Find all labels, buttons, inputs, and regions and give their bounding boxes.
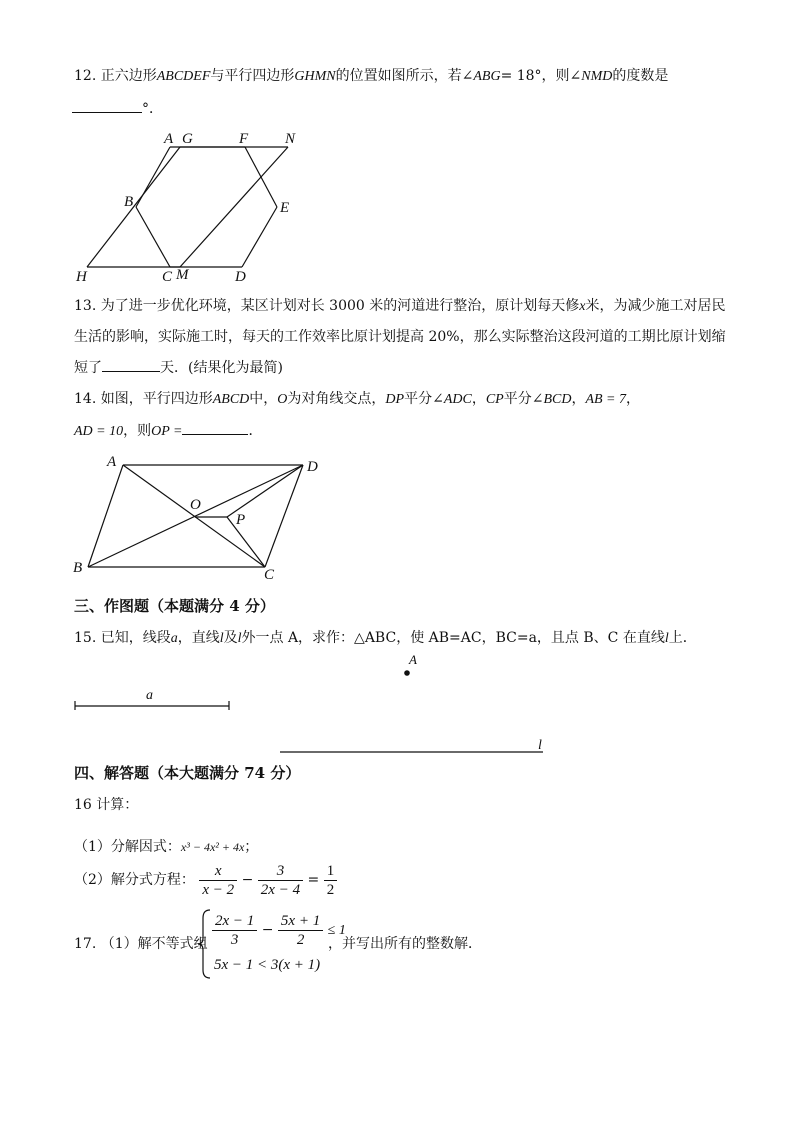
point-A [404,670,410,676]
q16-p1-label: （1）分解因式： [74,839,181,855]
minus-sign: − [241,872,254,888]
q12-hexagon-name: ABCDEF [156,69,211,84]
q14-text-b: 中， [249,391,278,407]
question-16-title [74,795,138,815]
q14-figure [0,448,794,588]
segment-AB [136,147,170,207]
segment-EF [245,147,277,207]
q13-line3-b: 天．(结果化为最简) [160,360,283,376]
numerator: 2x − 1 [212,912,257,931]
question-13-line-2: 生活的影响，实际施工时，每天的工作效率比原计划提高 20%，那么实际整治这段河道的工期比原计划缩 [74,329,726,345]
numerator: x [199,862,237,881]
q14-bcd: BCD [543,392,572,407]
q13-line3-a: 短了 [74,360,102,376]
q14-op: OP = [151,424,183,439]
answer-blank[interactable] [72,98,142,113]
equals-sign: = [307,872,320,888]
q13-var: x [579,299,586,314]
q14-name: ABCD [212,392,250,407]
q15-text-a: 已知，线段 [100,630,171,646]
label-F: F [239,131,249,147]
q12-number: 12. [74,68,97,84]
q15-l-3: l [664,631,669,646]
q16-part-2 [74,860,337,900]
q16-part-1 [74,837,258,857]
q15-text-d: 外一点 A，求作：△ABC，使 AB=AC，BC=a，且点 B、C 在直线 [241,630,665,646]
question-12-text [74,66,668,87]
q12-text-e: 的度数是 [612,68,669,84]
q13-line1: 为了进一步优化环境，某区计划对长 3000 米的河道进行整治，原计划每天修 [100,298,580,314]
label-G: G [182,131,193,147]
q14-ab: AB = 7 [585,392,626,407]
segment-GH [87,147,180,267]
denominator: 2x − 4 [260,881,301,898]
q17-label-text: （1）解不等式组 [100,936,208,952]
q14-tail: ． [248,423,263,439]
label-C: C [264,567,275,583]
q14-text-g: ， [571,391,586,407]
q12-answer-line [72,98,163,119]
q12-tail: °． [142,101,163,117]
label-M: M [176,267,189,283]
q12-text-d: = 18°，则∠ [500,68,582,84]
answer-blank[interactable] [182,420,248,435]
q14-adc: ADC [443,392,472,407]
leq-one: ≤ 1 [327,923,346,938]
q12-text-b: 与平行四边形 [210,68,295,84]
q15-l-2: l [237,631,242,646]
q12-text-a: 正六边形 [100,68,157,84]
label-E: E [280,200,290,216]
question-13-line-3 [74,357,283,378]
q16-p2-label: （2）解分式方程： [74,872,195,888]
question-13-line-1 [74,296,725,317]
q16-p1-tail: ； [244,839,259,855]
label-C: C [162,269,173,285]
denominator: 2 [326,881,335,898]
label-A: A [164,131,174,147]
label-H: H [76,269,87,285]
q12-parallelogram-name: GHMN [294,69,336,84]
q16-number: 16 [74,797,92,813]
q15-text-e: 上． [668,630,697,646]
q12-angle-asked: NMD [581,69,613,84]
line-l-label: l [538,738,542,753]
q13-line1-end: 米，为减少施工对居民 [585,298,726,314]
q17-tail: ，并写出所有的整数解． [328,936,482,952]
label-P: P [236,512,246,528]
q14-text-a: 如图，平行四边形 [100,391,213,407]
q14-text-e: ， [471,391,486,407]
q16-title: 计算： [96,797,139,813]
point-A-label: A [409,652,417,667]
q15-a: a [170,631,178,646]
q14-o: O [277,392,288,407]
fraction-2x-minus-1-over-3 [212,912,257,949]
numerator: 5x + 1 [278,912,323,931]
fraction-3-over-2x-minus-4 [258,862,303,899]
segment-BA [88,465,123,567]
denominator: 2 [296,931,305,948]
q15-text-c: 及 [223,630,238,646]
q14-text-h: ， [626,391,640,407]
segment-MN [180,147,288,267]
fraction-1-over-2 [324,862,338,899]
q14-cp: CP [485,392,504,407]
question-14-line-2 [74,420,262,442]
q13-number: 13. [74,298,97,314]
system-brace [196,908,212,980]
q12-figure [0,120,794,290]
q12-text-c: 的位置如图所示，若∠ [335,68,474,84]
q15-number: 15. [74,630,97,646]
label-D: D [307,459,318,475]
fraction-x-over-x-minus-2 [199,862,237,899]
q14-text-c: 为对角线交点， [287,391,386,407]
label-O: O [190,497,201,513]
q14-text-d: 平分∠ [404,391,444,407]
label-B: B [124,194,134,210]
label-A: A [107,454,117,470]
segment-DE [242,207,277,267]
q17-label [74,934,208,954]
section-4-title: 四、解答题（本大题满分 74 分） [74,764,301,782]
label-B: B [73,560,83,576]
q15-text-b: ，直线 [177,630,220,646]
q14-text-f: 平分∠ [503,391,544,407]
question-14-line-1 [74,389,640,410]
q16-p1-expr: x³ − 4x² + 4x [180,840,245,854]
q15-l: l [219,631,224,646]
section-3-title: 三、作图题（本题满分 4 分） [74,597,275,615]
q14-number: 14. [74,391,97,407]
label-N: N [285,131,296,147]
denominator: 3 [230,931,239,948]
inequality-1 [212,910,346,951]
q15-figure [0,648,794,758]
segment-BC [136,207,170,267]
inequality-2: 5x − 1 < 3(x + 1) [214,957,321,973]
fraction-5x-plus-1-over-2 [278,912,323,949]
segment-CP [227,517,265,567]
q17-number: 17. [74,936,97,952]
denominator: x − 2 [202,881,235,898]
answer-blank[interactable] [102,357,160,372]
minus-sign: − [261,922,274,938]
q12-angle-given: ABG [473,69,501,84]
q14-dp: DP [385,392,405,407]
q14-text-i: ，则 [123,423,152,439]
segment-DP [227,465,303,517]
segment-a-label: a [146,688,153,703]
question-15-text [74,628,697,649]
numerator: 1 [324,862,338,881]
numerator: 3 [258,862,303,881]
label-D: D [235,269,246,285]
q14-ad: AD = 10 [74,424,124,439]
